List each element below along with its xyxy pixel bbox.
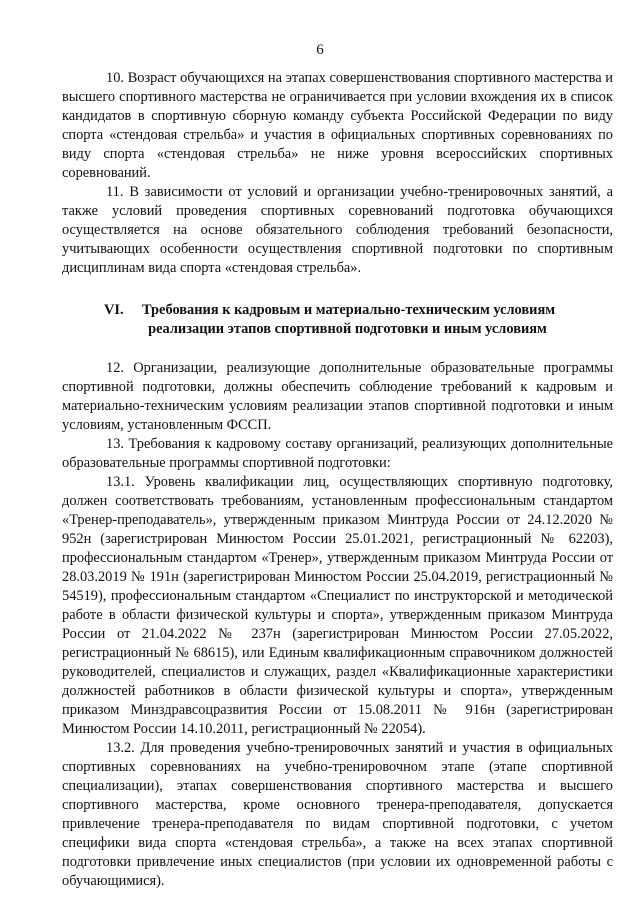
paragraph-13: 13. Требования к кадровому составу организаций, реализующих дополнительные образовательные программы спортивной подготовки: — [62, 436, 613, 471]
paragraph-13-2: 13.2. Для проведения учебно-тренировочных занятий и участия в официальных спортивных соревнованиях на учебно-тренировочном этапе (этапе спортивной специализации), этапах совершенствования спортивного мастерства и высшего спортивного мастерства, кроме основного тренера-преподавателя, допускается привлечение тренера-преподавателя по видам спортивной подготовки, с учетом специфики вида спорта «стендовая стрельба», а также на всех этапах спортивной подготовки привлечение иных специалистов (при условии их одновременной работы с обучающимися). — [62, 740, 613, 889]
document-body — [62, 69, 613, 891]
section-title-line1: Требования к кадровым и материально-техническим условиям — [142, 302, 556, 318]
paragraph-12: 12. Организации, реализующие дополнительные образовательные программы спортивной подготовки, должны обеспечить соблюдение требований к кадровым и материально-техническим условиям реализации этапов спортивной подготовки и иным условиям, установленным ФССП. — [62, 360, 613, 433]
paragraph-11: 11. В зависимости от условий и организации учебно-тренировочных занятий, а также условий проведения спортивных соревнований подготовка обучающихся осуществляется на основе обязательного соблюдения требований безопасности, учитывающих особенности осуществления спортивной подготовки по спортивным дисциплинам вида спорта «стендовая стрельба». — [62, 184, 613, 276]
section-number: VI. — [104, 302, 124, 318]
paragraph-10: 10. Возраст обучающихся на этапах совершенствования спортивного мастерства и высшего спортивного мастерства не ограничивается при условии вхождения их в список кандидатов в спортивную сборную команду субъекта Российской Федерации по виду спорта «стендовая стрельба» и участия в официальных спортивных соревнованиях по виду спорта «стендовая стрельба» не ниже уровня всероссийских спортивных соревнований. — [62, 70, 613, 181]
page-number: 6 — [316, 42, 324, 58]
section-heading — [62, 301, 613, 339]
paragraph-13-1: 13.1. Уровень квалификации лиц, осуществляющих спортивную подготовку, должен соответствовать требованиям, установленным профессиональным стандартом «Тренер-преподаватель», утвержденным приказом Минтруда России от 24.12.2020 № 952н (зарегистрирован Минюстом России 25.01.2021, регистрационный № 62203), профессиональным стандартом «Тренер», утвержденным приказом Минтруда России от 28.03.2019 № 191н (зарегистрирован Минюстом России 25.04.2019, регистрационный № 54519), профессиональным стандартом «Специалист по инструкторской и методической работе в области физической культуры и спорта», утвержденным приказом Минтруда России от 21.04.2022 № 237н (зарегистрирован Минюстом России 27.05.2022, регистрационный № 68615), или Единым квалификационным справочником должностей руководителей, специалистов и служащих, раздел «Квалификационные характеристики должностей работников в области физической культуры и спорта», утвержденным приказом Минздравсоцразвития России от 15.08.2011 № 916н (зарегистрирован Минюстом России 14.10.2011, регистрационный № 22054). — [62, 474, 613, 737]
section-title-line2: реализации этапов спортивной подготовки и иным условиям — [148, 321, 547, 337]
